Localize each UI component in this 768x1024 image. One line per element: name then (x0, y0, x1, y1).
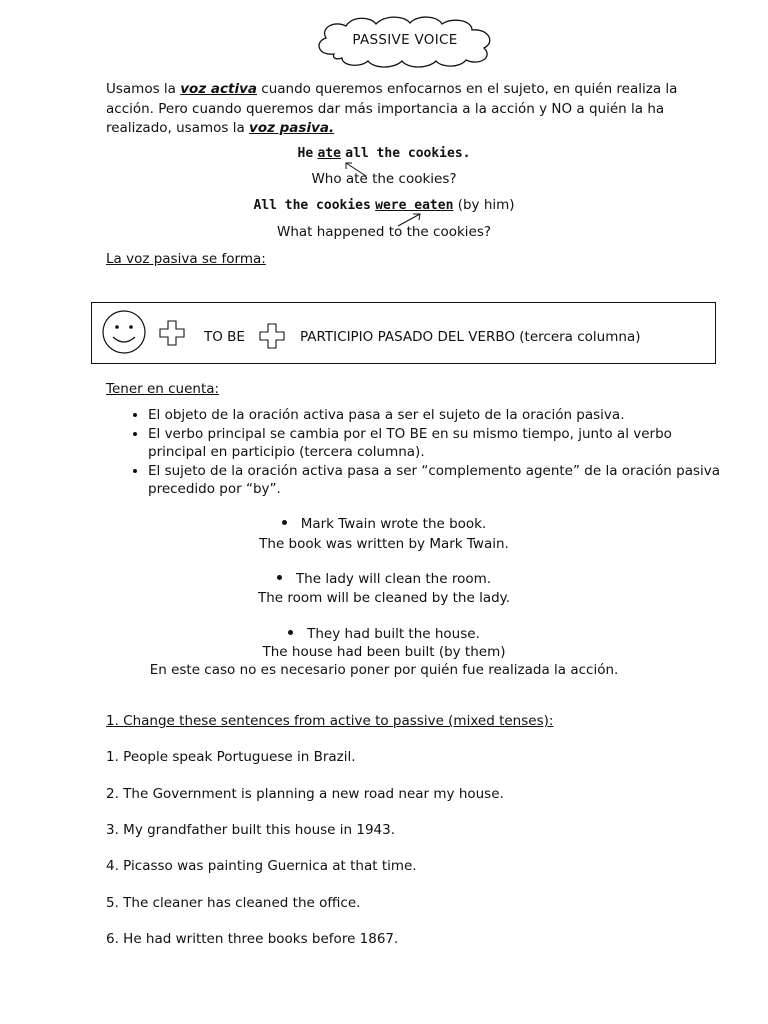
exercise-item: 1. People speak Portuguese in Brazil. (106, 749, 356, 765)
example-active-1 (0, 515, 768, 534)
intro-text-2: cuando queremos enfocarnos en el sujeto, en quién realiza la acción. Pero cuando queremos dar más importancia a la acción y NO a quién la ha realizado, usamos la (106, 81, 678, 136)
exercise-item: 6. He had written three books before 1867. (106, 931, 399, 947)
bullet-icon (277, 575, 282, 580)
list-item: • El sujeto de la oración activa pasa a ser “complemento agente” de la oración pasiva precedido por “by”. (148, 462, 728, 499)
list-item: • El objeto de la oración activa pasa a ser el sujeto de la oración pasiva. (148, 406, 728, 425)
notes-list (128, 406, 728, 499)
smiley-face-icon (100, 309, 148, 355)
bullet-icon (282, 520, 287, 525)
to-be-label: TO BE (204, 329, 245, 345)
example-note: En este caso no es necesario poner por quién fue realizada la acción. (149, 662, 619, 678)
formation-heading: La voz pasiva se forma: (106, 251, 266, 267)
plus-icon (159, 320, 185, 346)
active-subject: He (297, 146, 314, 161)
passive-verb: were eaten (375, 198, 454, 213)
participle-label: PARTICIPIO PASADO DEL VERBO (tercera columna) (300, 329, 641, 345)
exercise-item: 3. My grandfather built this house in 1943. (106, 822, 396, 838)
active-verb: ate (317, 146, 341, 161)
example-text: They had built the house. (307, 626, 480, 642)
intro-paragraph (106, 80, 696, 139)
example-active-2 (0, 570, 768, 589)
example-active-3 (0, 625, 768, 644)
exercise-item: 2. The Government is planning a new road near my house. (106, 786, 504, 802)
example-text: Mark Twain wrote the book. (300, 516, 487, 532)
passive-question: What happened to the cookies? (276, 224, 492, 240)
passive-subject: All the cookies (253, 198, 371, 213)
notes-heading: Tener en cuenta: (106, 381, 220, 397)
voz-pasiva-term: voz pasiva. (249, 120, 335, 136)
passive-agent: (by him) (457, 197, 515, 213)
plus-icon (259, 323, 285, 349)
title-cloud (312, 14, 498, 70)
exercise-item: 5. The cleaner has cleaned the office. (106, 895, 361, 911)
bullet-icon (288, 630, 293, 635)
exercise-item: 4. Picasso was painting Guernica at that time. (106, 858, 417, 874)
list-item: • El verbo principal se cambia por el TO BE en su mismo tiempo, junto al verbo principal en participio (tercera columna). (148, 425, 728, 462)
page-title: PASSIVE VOICE (352, 32, 458, 48)
voz-activa-term: voz activa (180, 81, 257, 97)
formula-box (91, 302, 716, 364)
example-text: The lady will clean the room. (295, 571, 492, 587)
example-passive-1: The book was written by Mark Twain. (259, 536, 509, 552)
active-question: Who ate the cookies? (311, 171, 457, 187)
passive-sentence (0, 197, 768, 213)
example-passive-3: The house had been built (by them) (262, 644, 506, 660)
active-sentence (0, 145, 768, 161)
exercise-heading: 1. Change these sentences from active to passive (mixed tenses): (106, 713, 554, 729)
intro-text-1: Usamos la (106, 81, 181, 97)
example-passive-2: The room will be cleaned by the lady. (257, 590, 511, 606)
active-object: all the cookies. (345, 146, 471, 161)
